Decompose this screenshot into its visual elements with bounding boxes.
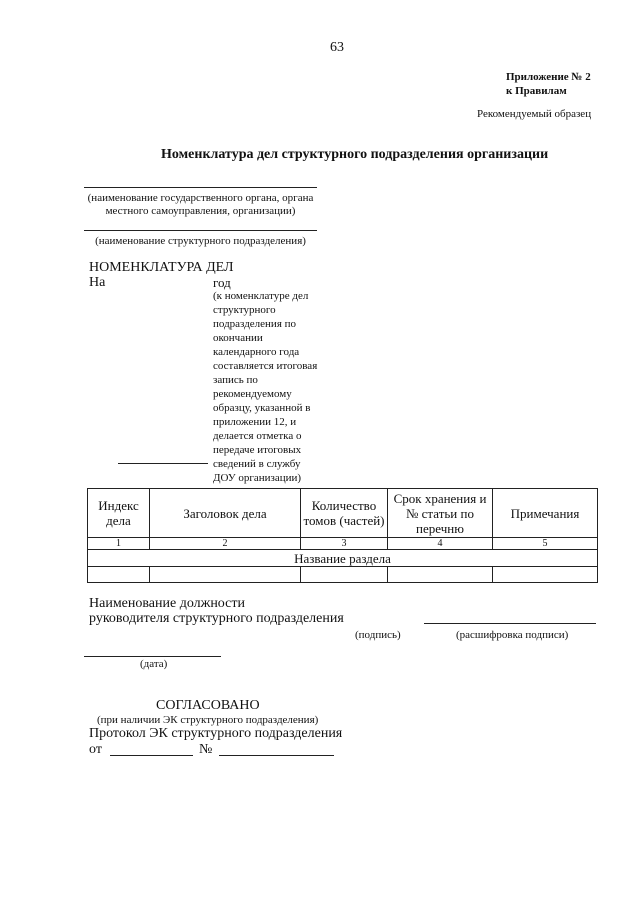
decode-caption: (расшифровка подписи) <box>456 629 569 641</box>
approved-heading: СОГЛАСОВАНО <box>156 698 260 713</box>
date-line <box>84 656 221 657</box>
na-label: На <box>89 275 106 290</box>
from-label: от <box>89 742 102 757</box>
table-cell <box>301 567 388 583</box>
nomenclature-table <box>87 488 598 583</box>
org-caption-2: местного самоуправления, организации) <box>105 205 296 217</box>
appendix-rules: к Правилам <box>506 85 567 97</box>
page-number: 63 <box>330 40 344 55</box>
table-cell <box>388 567 493 583</box>
header-notes: Примечания <box>493 489 598 538</box>
position-label: Наименование должности <box>89 596 245 611</box>
table-cell <box>150 567 301 583</box>
date-caption: (дата) <box>140 658 168 670</box>
table-cell <box>493 567 598 583</box>
year-note: (к номенклатуре дел структурного подразделения по окончании календарного года составляется итоговая запись по рекомендуемому образцу, указанной в приложении 12, и делается отметка о передаче итоговых сведений в службу ДОУ организации) <box>213 290 318 484</box>
protocol-number-line <box>219 755 334 756</box>
position-label-2: руководителя структурного подразделения <box>89 611 344 626</box>
appendix-label: Приложение № 2 <box>506 71 591 83</box>
table-section-row <box>88 550 598 567</box>
document-title: Номенклатура дел структурного подразделения организации <box>161 147 549 162</box>
header-retention: Срок хранения и № статьи по перечню <box>388 489 493 538</box>
year-line <box>118 463 208 464</box>
header-volumes: Количество томов (частей) <box>301 489 388 538</box>
col-number: 4 <box>388 538 493 550</box>
signature-line <box>424 623 596 624</box>
table-header-row <box>88 489 598 538</box>
recommended-sample: Рекомендуемый образец <box>477 108 592 120</box>
protocol-date-line <box>110 755 193 756</box>
table-row <box>88 567 598 583</box>
protocol-label: Протокол ЭК структурного подразделения <box>89 726 343 741</box>
col-number: 2 <box>150 538 301 550</box>
org-caption-1: (наименование государственного органа, органа <box>87 192 314 204</box>
number-label: № <box>199 742 213 757</box>
signature-caption: (подпись) <box>355 629 401 641</box>
table-cell <box>88 567 150 583</box>
org-name-line <box>84 187 317 188</box>
section-name: Название раздела <box>88 550 598 567</box>
dept-name-line <box>84 230 317 231</box>
god-label: год <box>213 275 231 290</box>
col-number: 1 <box>88 538 150 550</box>
table-number-row <box>88 538 598 550</box>
approval-caption: (при наличии ЭК структурного подразделения) <box>97 714 319 726</box>
col-number: 5 <box>493 538 598 550</box>
header-title: Заголовок дела <box>150 489 301 538</box>
col-number: 3 <box>301 538 388 550</box>
dept-caption: (наименование структурного подразделения) <box>95 235 306 247</box>
nomenclature-heading: НОМЕНКЛАТУРА ДЕЛ <box>89 260 234 275</box>
header-index: Индекс дела <box>88 489 150 538</box>
